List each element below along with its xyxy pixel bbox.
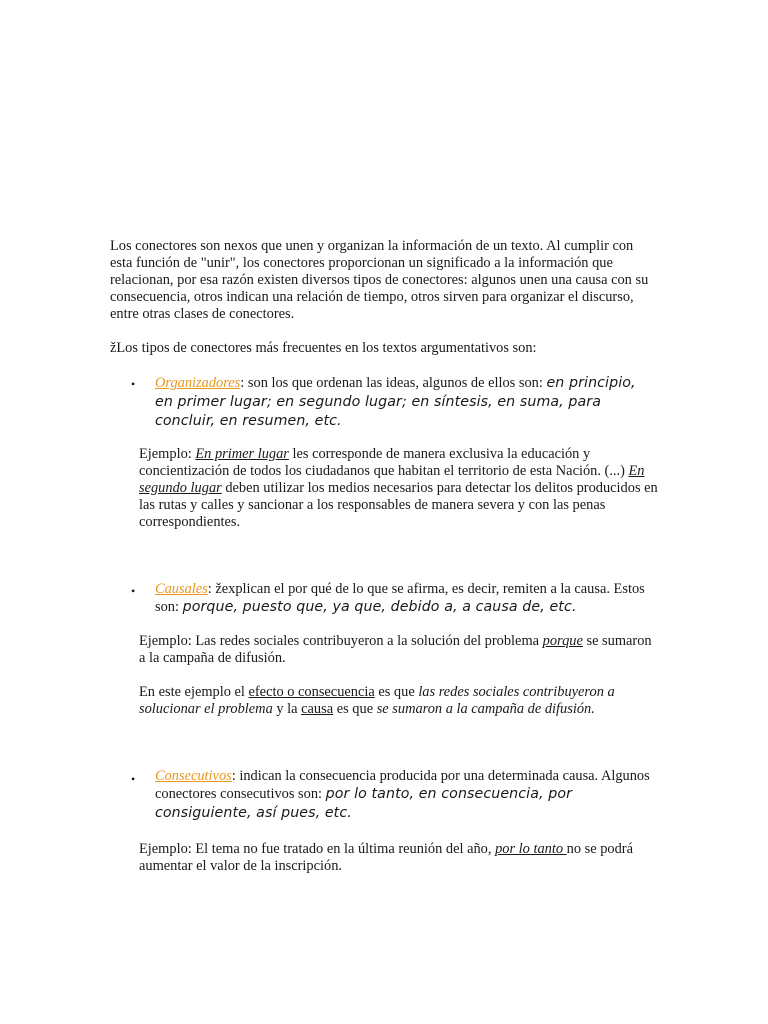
organizadores-ej-link2: En segundo lugar [139,463,645,496]
causales-exp-4: es que [333,701,377,717]
causales-colon: : [207,581,212,597]
consecutivos-ej-text2: no se podrá aumentar el valor de la inscripción. [139,841,633,874]
consecutivos-item [155,768,655,823]
consecutivos-ej-link: por lo tanto [495,841,567,857]
organizadores-text: son los que ordenan las ideas, algunos de ellos son: [244,375,547,391]
consecutivos-examples: por lo tanto, en consecuencia, por consiguiente, así pues, etc. [155,786,573,821]
causales-term: Causales [155,581,208,597]
causales-ejemplo [139,633,659,667]
causales-exp-1: En este ejemplo el [139,684,249,700]
causales-item [155,581,655,617]
causales-text: žexplican el por qué de lo que se afirma, es decir, remiten a la causa. Estos son: [155,581,645,615]
organizadores-item [155,374,655,431]
organizadores-ej-text1: les corresponde de manera exclusiva la educación y concientización de todos los ciudadanos que habitan el territorio de esta Nación. (...) [139,446,629,479]
consecutivos-text: indican la consecuencia producida por una determinada causa. Algunos conectores consecutivos son: [155,768,650,802]
causales-ej-link: porque [542,633,583,649]
organizadores-ejemplo [139,446,659,531]
causales-examples: porque, puesto que, ya que, debido a, a causa de, etc. [182,599,577,615]
organizadores-examples: en principio, en primer lugar; en segundo lugar; en síntesis, en suma, para concluir, en resumen, etc. [155,375,636,429]
bullet-organizadores: • [131,377,136,391]
organizadores-ej-link1: En primer lugar [195,446,289,462]
organizadores-ej-label: Ejemplo: [139,446,196,462]
causales-exp-3: y la [272,701,302,717]
causales-exp-it1: las redes sociales contribuyeron a solucionar el problema [139,684,615,717]
organizadores-term: Organizadores [155,375,241,391]
consecutivos-term: Consecutivos [155,768,232,784]
consecutivos-ej-label: Ejemplo: [139,841,196,857]
bullet-causales: • [131,584,136,598]
organizadores-ej-text2: deben utilizar los medios necesarios para detectar los delitos producidos en las rutas y calles y sancionar a los responsables de manera severa y con las penas correspondientes. [139,480,658,530]
consecutivos-colon: : [231,768,236,784]
causales-exp-link2: causa [301,701,334,717]
tipos-heading: žLos tipos de conectores más frecuentes en los textos argumentativos son: [110,340,537,356]
causales-explicacion [139,684,659,718]
causales-exp-link1: efecto o consecuencia [248,684,375,700]
consecutivos-ejemplo [139,841,659,875]
causales-ej-label: Ejemplo: [139,633,196,649]
consecutivos-ej-text1: El tema no fue tratado en la última reunión del año, [195,841,496,857]
organizadores-colon: : [240,375,245,391]
bullet-consecutivos: • [131,772,136,786]
causales-ej-text1: Las redes sociales contribuyeron a la solución del problema [195,633,543,649]
causales-exp-it2: se sumaron a la campaña de difusión. [376,701,595,717]
causales-exp-2: es que [374,684,419,700]
causales-ej-text2: se sumaron a la campaña de difusión. [139,633,652,666]
intro-paragraph: Los conectores son nexos que unen y organizan la información de un texto. Al cumplir con esta función de "unir", los conectores proporcionan un significado a la información que relacionan, por esa razón existen diversos tipos de conectores: algunos unen una causa con su consecuencia, otros indican una relación de tiempo, otros sirven para organizar el discurso, entre otras clases de conectores. [110,238,649,322]
